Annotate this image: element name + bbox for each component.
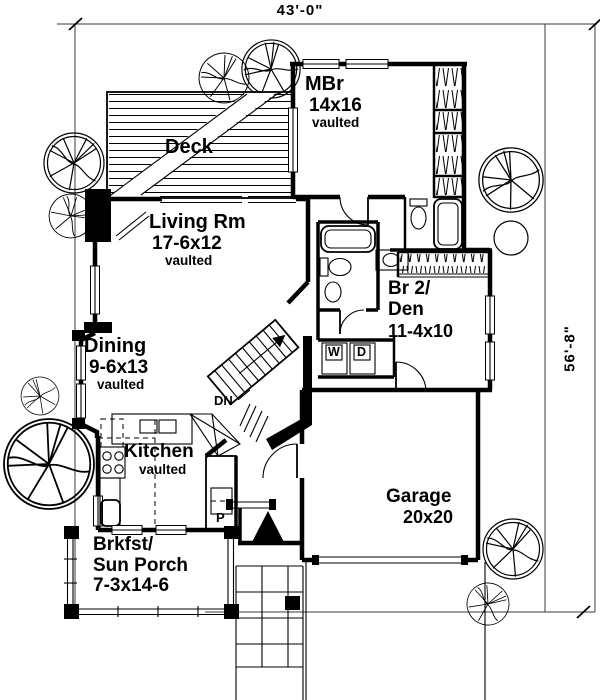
patio-post xyxy=(285,596,300,610)
fireplace xyxy=(85,189,111,242)
room-name: Brkfst/ xyxy=(93,534,154,555)
tree-icon xyxy=(477,512,551,585)
garage-walls xyxy=(302,390,478,565)
entry-door-swing xyxy=(263,444,297,478)
room-label-dining xyxy=(84,336,148,393)
room-label-kitchen xyxy=(124,442,194,477)
sink xyxy=(383,254,399,267)
porch-post xyxy=(224,526,239,539)
room-name2: Sun Porch xyxy=(93,554,189,576)
bath-door-swing xyxy=(340,310,364,334)
room-name: Deck xyxy=(165,136,213,158)
pantry-label: P xyxy=(216,510,225,525)
stove xyxy=(100,447,125,478)
room-note: vaulted xyxy=(312,115,360,131)
room-label-deck xyxy=(165,137,213,159)
room-label-garage xyxy=(386,487,453,527)
room-size: 14x16 xyxy=(309,94,362,116)
room-name: Kitchen xyxy=(124,441,194,462)
sink xyxy=(325,282,341,302)
room-label-br2 xyxy=(388,279,453,341)
room-label-living xyxy=(149,212,246,269)
toilet xyxy=(411,207,426,229)
room-name2: Den xyxy=(388,298,424,320)
tree-icon xyxy=(459,575,516,632)
room-name: Living Rm xyxy=(149,211,246,233)
br2-door-swing xyxy=(396,362,426,390)
room-label-sunporch xyxy=(93,535,188,597)
room-name: Garage xyxy=(386,486,452,507)
laundry xyxy=(318,310,394,377)
washer-label: W xyxy=(328,345,340,359)
room-size: 11-4x10 xyxy=(388,321,454,342)
tree-icon xyxy=(1,415,98,509)
room-size: 7-3x14-6 xyxy=(93,575,170,597)
room-size: 17-6x12 xyxy=(152,232,222,254)
room-name: Br 2/ xyxy=(388,278,431,299)
porch-post xyxy=(64,526,79,539)
kitchen-sink xyxy=(101,500,120,526)
stairs-dn-label: DN xyxy=(214,393,233,408)
room-note: vaulted xyxy=(165,253,213,269)
tree-icon xyxy=(14,370,66,422)
driveway xyxy=(306,562,485,700)
tree-icon xyxy=(494,221,528,255)
room-note: vaulted xyxy=(139,461,187,477)
understair-hatch xyxy=(240,404,268,442)
dimension-height: 56'-8" xyxy=(561,325,579,372)
dimension-width: 43'-0" xyxy=(276,2,324,19)
mbr-bath xyxy=(390,197,492,250)
counter xyxy=(112,414,192,444)
dryer-label: D xyxy=(357,345,367,359)
room-size: 9-6x13 xyxy=(89,356,149,378)
patio-grid xyxy=(236,566,303,700)
room-name: MBr xyxy=(305,73,344,95)
br2-closet-hatch xyxy=(400,254,486,273)
room-name: Dining xyxy=(84,335,147,357)
room-label-mbr xyxy=(305,74,362,131)
porch-post xyxy=(224,604,239,619)
toilet xyxy=(329,259,351,276)
tree-icon xyxy=(473,142,549,217)
room-size: 20x20 xyxy=(403,506,454,527)
stairs xyxy=(208,320,312,450)
porch-post xyxy=(64,604,79,619)
entry-arrow xyxy=(251,511,285,544)
room-note: vaulted xyxy=(97,377,145,393)
